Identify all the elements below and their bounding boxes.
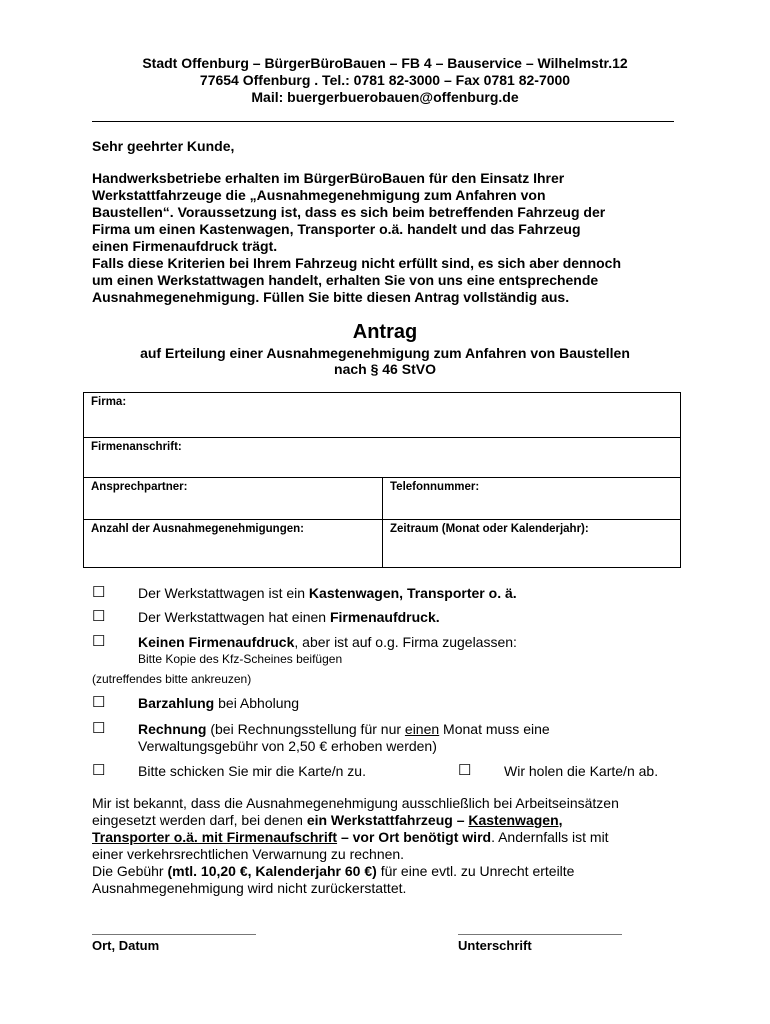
closing-bold: (mtl. 10,20 €, Kalenderjahr 60 €)	[167, 863, 377, 879]
closing-text: . Andernfalls ist mit	[491, 829, 609, 845]
checkbox-firmenaufdruck[interactable]: ☐	[92, 608, 106, 625]
document-title: Antrag	[352, 321, 418, 343]
header-line-1: Stadt Offenburg – BürgerBüroBauen – FB 4 – Bauservice – Wilhelmstr.12	[142, 55, 628, 71]
intro-line: Firma um einen Kastenwagen, Transporter o.ä. handelt und das Fahrzeug	[92, 221, 581, 237]
zeitraum-label: Zeitraum (Monat oder Kalenderjahr):	[390, 523, 589, 535]
option-bold: Barzahlung	[138, 695, 215, 711]
ort-datum-label: Ort, Datum	[92, 938, 160, 953]
intro-line: Baustellen“. Voraussetzung ist, dass es sich beim betreffenden Fahrzeug der	[92, 204, 606, 220]
document-subtitle: auf Erteilung einer Ausnahmegenehmigung zum Anfahren von Baustellen	[140, 345, 630, 361]
closing-paragraph	[92, 795, 692, 897]
header-line-2: 77654 Offenburg . Tel.: 0781 82-3000 – Fax 0781 82-7000	[199, 72, 571, 88]
option-barzahlung	[138, 695, 299, 712]
instruction-hint: (zutreffendes bitte ankreuzen)	[92, 672, 252, 686]
checkbox-kein-aufdruck[interactable]: ☐	[92, 633, 106, 650]
checkbox-zuschicken[interactable]: ☐	[92, 762, 106, 779]
checkbox-abholen[interactable]: ☐	[458, 762, 472, 779]
closing-underline: Transporter o.ä. mit Firmenaufschrift	[92, 829, 338, 845]
checkbox-kastenwagen[interactable]: ☐	[92, 584, 106, 601]
option-text: Monat muss eine	[439, 721, 550, 737]
firmenanschrift-label: Firmenanschrift:	[91, 441, 182, 453]
kfz-schein-note: Bitte Kopie des Kfz-Scheines beifügen	[138, 652, 343, 666]
header-divider	[92, 121, 674, 122]
option-bold: Kastenwagen, Transporter o. ä.	[308, 585, 517, 601]
closing-line	[92, 863, 692, 880]
checkbox-rechnung[interactable]: ☐	[92, 720, 106, 737]
signature-label: Unterschrift	[458, 938, 532, 953]
intro-line: Falls diese Kriterien bei Ihrem Fahrzeug nicht erfüllt sind, es sich aber dennoch	[92, 255, 622, 271]
option-bold: Firmenaufdruck.	[329, 609, 440, 625]
anzahl-field[interactable]	[84, 520, 383, 568]
option-rechnung-line2: Verwaltungsgebühr von 2,50 € erhoben werden)	[138, 738, 437, 754]
closing-bold: – vor Ort benötigt wird	[337, 829, 492, 845]
closing-text: für eine evtl. zu Unrecht erteilte	[376, 863, 575, 879]
option-kein-aufdruck	[138, 634, 517, 651]
zeitraum-field[interactable]	[383, 520, 681, 568]
intro-line: Werkstattfahrzeuge die „Ausnahmegenehmigung zum Anfahren von	[92, 187, 546, 203]
header-email: Mail: buergerbuerobauen@offenburg.de	[251, 89, 519, 105]
closing-line: einer verkehrsrechtlichen Verwarnung zu rechnen.	[92, 846, 405, 862]
closing-text: eingesetzt werden darf, bei denen	[92, 812, 307, 828]
option-text: Der Werkstattwagen hat einen	[138, 609, 330, 625]
closing-bold: ein Werkstattfahrzeug –	[306, 812, 469, 828]
ort-datum-line[interactable]	[92, 934, 256, 935]
option-underline: einen	[404, 721, 440, 737]
closing-bold-underline	[92, 829, 337, 845]
option-text: Der Werkstattwagen ist ein	[138, 585, 309, 601]
firma-field[interactable]	[84, 393, 681, 438]
closing-bold-underline	[468, 812, 562, 828]
closing-line: Mir ist bekannt, dass die Ausnahmegenehmigung ausschließlich bei Arbeitseinsätzen	[92, 795, 619, 811]
option-text: , aber ist auf o.g. Firma zugelassen:	[294, 634, 517, 650]
intro-line: um einen Werkstattwagen handelt, erhalten Sie von uns eine entsprechende	[92, 272, 599, 288]
application-form-table	[83, 392, 681, 568]
closing-underline: Kastenwagen,	[468, 812, 563, 828]
firma-label: Firma:	[91, 396, 127, 408]
legal-reference: nach § 46 StVO	[334, 361, 436, 377]
closing-line	[92, 829, 692, 846]
intro-paragraph	[92, 170, 692, 306]
anzahl-label: Anzahl der Ausnahmegenehmigungen:	[91, 523, 304, 535]
option-abholen: Wir holen die Karte/n ab.	[504, 763, 659, 779]
option-firmenaufdruck	[138, 609, 440, 626]
option-text: (bei Rechnungsstellung für nur	[206, 721, 405, 737]
closing-text: Die Gebühr	[92, 863, 168, 879]
option-bold: Keinen Firmenaufdruck	[138, 634, 295, 650]
ansprechpartner-label: Ansprechpartner:	[91, 481, 188, 493]
intro-line: einen Firmenaufdruck trägt.	[92, 238, 278, 254]
option-text: bei Abholung	[214, 695, 300, 711]
option-rechnung	[138, 721, 550, 738]
firmenanschrift-field[interactable]	[84, 438, 681, 478]
telefonnummer-field[interactable]	[383, 478, 681, 520]
intro-line: Ausnahmegenehmigung. Füllen Sie bitte diesen Antrag vollständig aus.	[92, 289, 570, 305]
salutation: Sehr geehrter Kunde,	[92, 138, 235, 154]
option-zuschicken: Bitte schicken Sie mir die Karte/n zu.	[138, 763, 366, 779]
option-bold: Rechnung	[138, 721, 207, 737]
intro-line: Handwerksbetriebe erhalten im BürgerBüroBauen für den Einsatz Ihrer	[92, 170, 565, 186]
closing-line	[92, 812, 692, 829]
option-kastenwagen	[138, 585, 517, 602]
ansprechpartner-field[interactable]	[84, 478, 383, 520]
closing-line: Ausnahmegenehmigung wird nicht zurückerstattet.	[92, 880, 407, 896]
telefonnummer-label: Telefonnummer:	[390, 481, 480, 493]
signature-line[interactable]	[458, 934, 622, 935]
checkbox-barzahlung[interactable]: ☐	[92, 694, 106, 711]
